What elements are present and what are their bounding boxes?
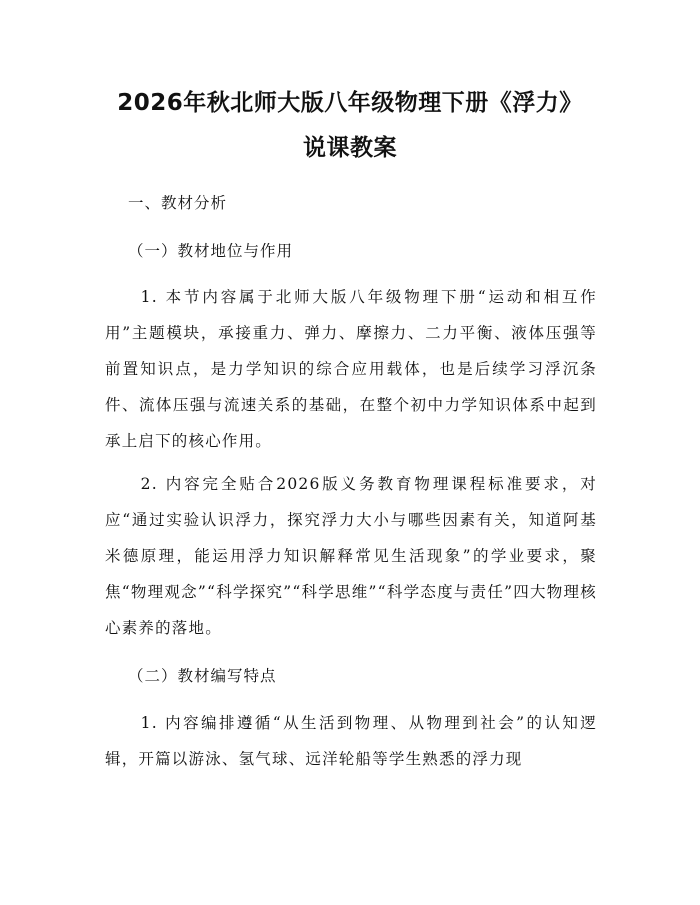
paragraph-3: 1. 内容编排遵循“从生活到物理、从物理到社会”的认知逻辑，开篇以游泳、氢气球、远洋轮船等学生熟悉的浮力现 <box>105 714 597 768</box>
paragraph-1: 1. 本节内容属于北师大版八年级物理下册“运动和相互作用”主题模块，承接重力、弹力、摩擦力、二力平衡、液体压强等前置知识点，是力学知识的综合应用载体，也是后续学习浮沉条件、流体压强与流速关系的基础，在整个初中力学知识体系中起到承上启下的核心作用。 <box>105 288 597 450</box>
document-title-line1: 2026年秋北师大版八年级物理下册《浮力》 <box>117 90 583 116</box>
document-title-line2: 说课教案 <box>303 135 397 161</box>
subsection-heading-writing-features: （二）教材编写特点 <box>128 667 277 685</box>
paragraph-2: 2. 内容完全贴合2026版义务教育物理课程标准要求，对应“通过实验认识浮力，探究浮力大小与哪些因素有关，知道阿基米德原理，能运用浮力知识解释常见生活现象”的学业要求，聚焦“物理观念”“科学探究”“科学思维”“科学态度与责任”四大物理核心素养的落地。 <box>105 475 597 637</box>
subsection-heading-status-and-role: （一）教材地位与作用 <box>128 242 294 260</box>
section-heading-textbook-analysis: 一、教材分析 <box>128 194 228 212</box>
